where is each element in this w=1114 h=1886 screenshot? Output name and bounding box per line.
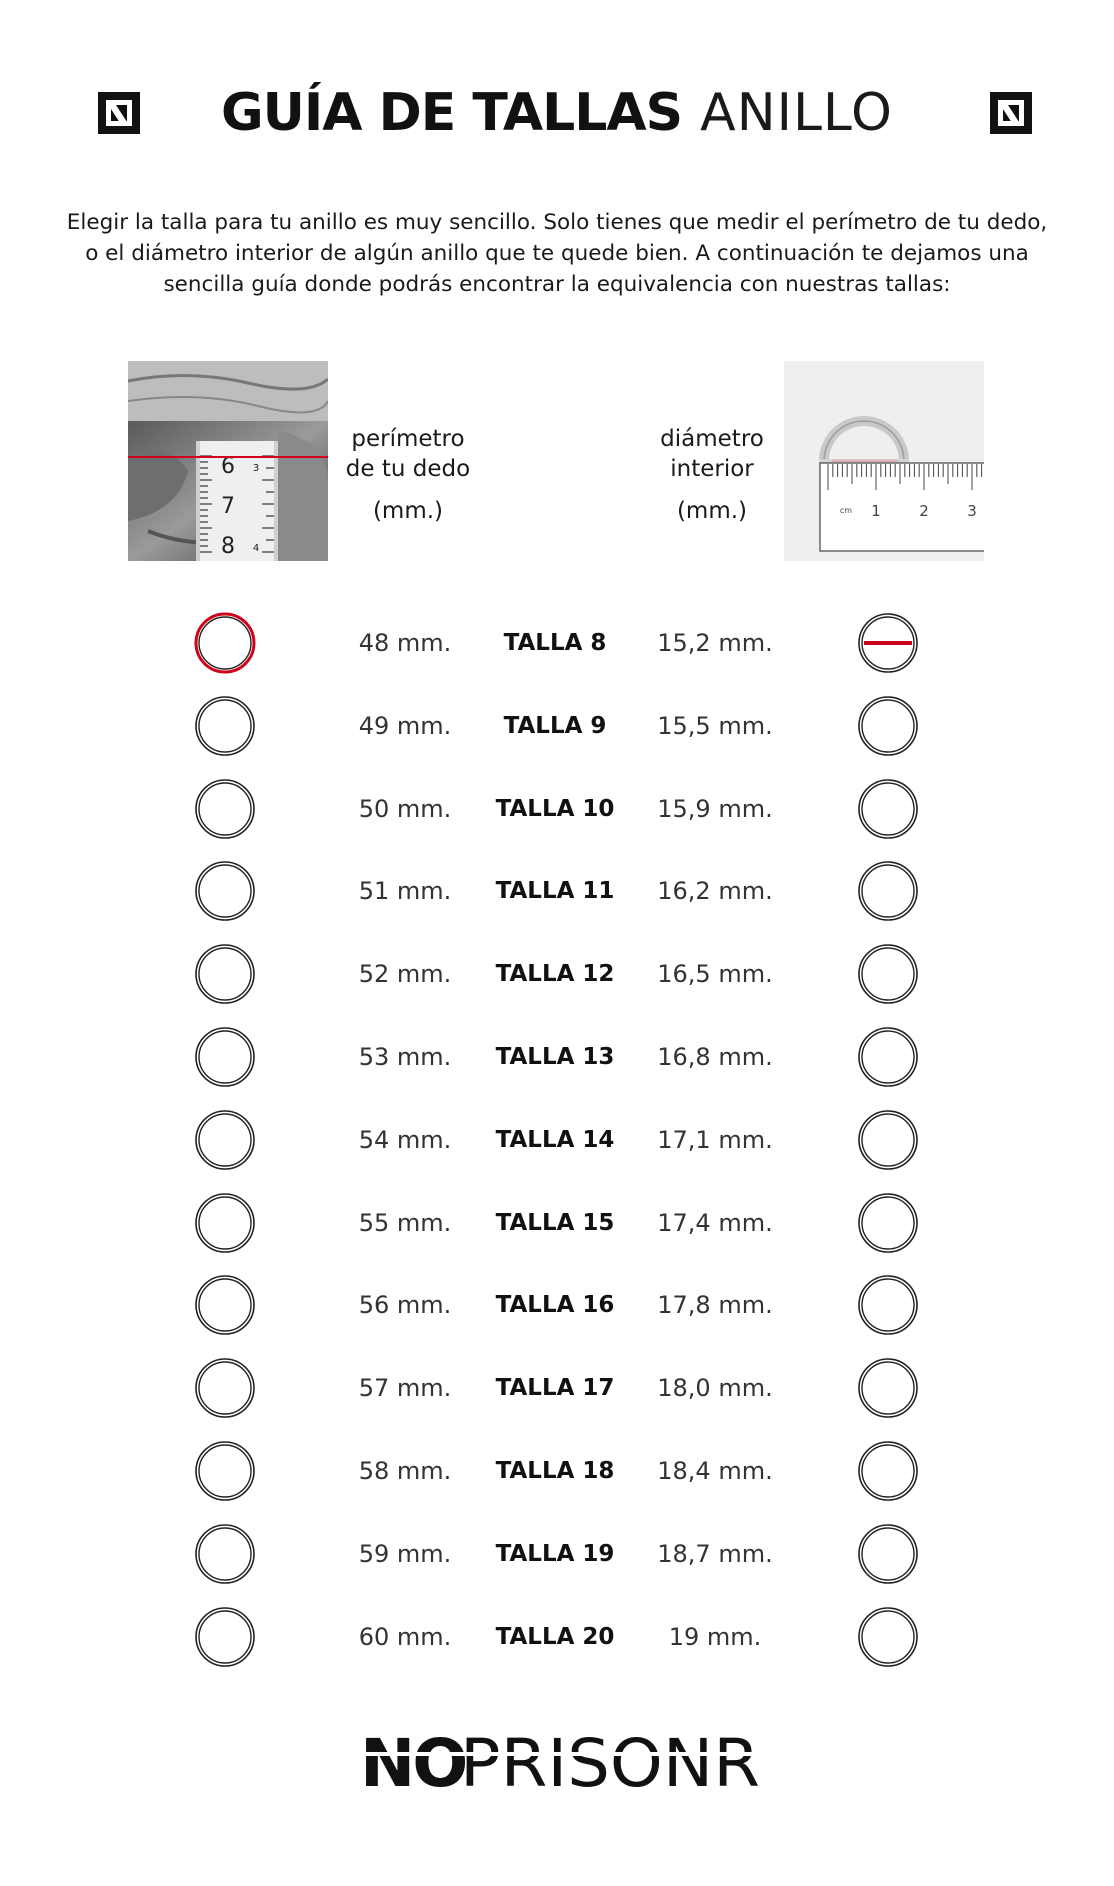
size-row <box>0 1270 1114 1340</box>
brand-bold: NO <box>360 1730 466 1794</box>
diameter-value: 18,0 mm. <box>657 1374 773 1403</box>
perimeter-ring-icon <box>193 1356 257 1420</box>
perimeter-value: 58 mm. <box>358 1457 452 1485</box>
size-label: TALLA 13 <box>495 1044 615 1070</box>
ring-ruler-illustration <box>784 361 984 561</box>
size-row <box>0 608 1114 678</box>
size-label: TALLA 9 <box>503 712 607 739</box>
size-label: TALLA 14 <box>495 1126 615 1153</box>
size-row <box>0 1602 1114 1672</box>
diameter-ring-icon <box>856 1273 920 1337</box>
perimeter-ring-icon <box>193 1605 257 1669</box>
ruler-unit-label: cm <box>839 506 853 515</box>
diameter-ring-icon <box>856 694 920 758</box>
tape-label-7: 7 <box>221 494 235 519</box>
size-row <box>0 1353 1114 1423</box>
perimeter-ring-icon <box>193 777 257 841</box>
size-row <box>0 856 1114 926</box>
perimeter-value: 49 mm. <box>358 711 452 740</box>
perimeter-header-unit: (mm.) <box>372 498 444 524</box>
size-row <box>0 691 1114 761</box>
perimeter-value: 48 mm. <box>358 629 452 657</box>
diameter-value: 17,8 mm. <box>657 1291 773 1320</box>
size-label: TALLA 18 <box>495 1458 615 1484</box>
size-label: TALLA 20 <box>495 1623 615 1650</box>
size-row <box>0 939 1114 1009</box>
brand-light: PRISONR <box>460 1730 760 1794</box>
diameter-header-line2: interior <box>670 456 754 482</box>
perimeter-value: 51 mm. <box>358 877 452 906</box>
size-label: TALLA 12 <box>495 961 615 988</box>
diameter-value: 18,7 mm. <box>657 1539 773 1568</box>
size-label: TALLA 19 <box>495 1540 615 1567</box>
page-title <box>0 78 1114 148</box>
perimeter-header-line2: de tu dedo <box>345 456 471 482</box>
diameter-ring-icon <box>856 1522 920 1586</box>
diameter-ring-icon <box>856 859 920 923</box>
diameter-value: 15,9 mm. <box>657 794 773 823</box>
perimeter-ring-icon <box>193 859 257 923</box>
intro-text: Elegir la talla para tu anillo es muy sencillo. Solo tienes que medir el perímetro de tu dedo, o el diámetro interior de algún anillo que te quede bien. A continuación te dejamos una sencilla guía donde podrás encontrar la equivalencia con nuestras tallas: <box>66 210 1048 297</box>
ruler-label-1: 1 <box>871 502 881 520</box>
perimeter-ring-icon <box>193 1439 257 1503</box>
tape-label-8: 8 <box>221 534 235 559</box>
perimeter-header-line1: perímetro <box>351 426 465 452</box>
diameter-ring-icon <box>856 1191 920 1255</box>
finger-measure-photo <box>128 361 328 561</box>
size-label: TALLA 8 <box>503 630 607 656</box>
diameter-ring-icon <box>856 1605 920 1669</box>
tape-label-4: 4 <box>252 543 260 554</box>
diameter-ring-icon <box>856 942 920 1006</box>
perimeter-ring-icon <box>193 942 257 1006</box>
perimeter-ring-icon <box>193 1273 257 1337</box>
perimeter-value: 52 mm. <box>358 960 452 989</box>
size-row <box>0 1105 1114 1175</box>
title-light: ANILLO <box>700 83 893 143</box>
size-row <box>0 1436 1114 1506</box>
diameter-ring-icon <box>856 1356 920 1420</box>
perimeter-ring-icon <box>193 1522 257 1586</box>
diameter-ring-highlight-icon <box>856 611 920 675</box>
size-row <box>0 1519 1114 1589</box>
diameter-ring-icon <box>856 1108 920 1172</box>
diameter-column-header <box>622 424 802 526</box>
diameter-value: 19 mm. <box>668 1622 762 1651</box>
perimeter-value: 60 mm. <box>358 1622 452 1651</box>
perimeter-ring-icon <box>193 1108 257 1172</box>
perimeter-value: 57 mm. <box>358 1374 452 1403</box>
ruler-label-2: 2 <box>919 502 929 520</box>
size-label: TALLA 15 <box>495 1209 615 1236</box>
perimeter-ring-icon <box>193 694 257 758</box>
diameter-ring-icon <box>856 1439 920 1503</box>
perimeter-value: 50 mm. <box>358 794 452 823</box>
perimeter-ring-highlight-icon <box>193 611 257 675</box>
diameter-ring-icon <box>856 1025 920 1089</box>
diameter-value: 15,2 mm. <box>657 629 773 657</box>
diameter-header-unit: (mm.) <box>676 498 748 524</box>
brand-logo <box>360 1730 760 1794</box>
tape-label-3: 3 <box>252 463 260 474</box>
size-label: TALLA 16 <box>495 1292 615 1319</box>
perimeter-value: 59 mm. <box>358 1539 452 1568</box>
tape-label-6: 6 <box>221 454 235 479</box>
diameter-value: 16,8 mm. <box>657 1043 773 1071</box>
diameter-value: 17,1 mm. <box>657 1125 773 1154</box>
perimeter-value: 53 mm. <box>358 1043 452 1071</box>
diameter-value: 18,4 mm. <box>657 1457 773 1485</box>
diameter-value: 17,4 mm. <box>657 1208 773 1237</box>
size-label: TALLA 10 <box>495 795 615 822</box>
perimeter-value: 55 mm. <box>358 1208 452 1237</box>
perimeter-column-header <box>318 424 498 526</box>
diameter-value: 15,5 mm. <box>657 711 773 740</box>
title-bold: GUÍA DE TALLAS <box>221 83 683 143</box>
perimeter-ring-icon <box>193 1025 257 1089</box>
ruler-label-3: 3 <box>967 502 977 520</box>
size-row <box>0 774 1114 844</box>
size-row <box>0 1188 1114 1258</box>
size-row <box>0 1022 1114 1092</box>
perimeter-value: 56 mm. <box>358 1291 452 1320</box>
perimeter-ring-icon <box>193 1191 257 1255</box>
diameter-value: 16,2 mm. <box>657 877 773 906</box>
diameter-header-line1: diámetro <box>660 426 764 452</box>
diameter-ring-icon <box>856 777 920 841</box>
diameter-value: 16,5 mm. <box>657 960 773 989</box>
size-label: TALLA 17 <box>495 1375 615 1402</box>
perimeter-value: 54 mm. <box>358 1125 452 1154</box>
size-label: TALLA 11 <box>495 878 615 905</box>
